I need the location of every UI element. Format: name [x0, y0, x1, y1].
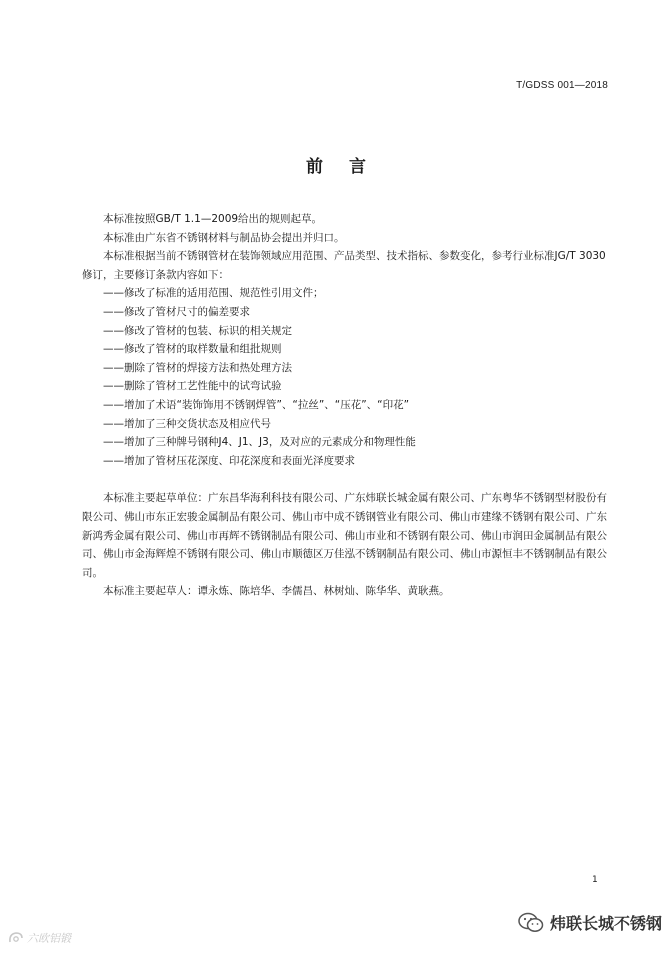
revision-item: ——增加了三种牌号钢种J4、J1、J3，及对应的元素成分和物理性能: [103, 436, 416, 449]
revision-item: ——删除了管材的焊接方法和热处理方法: [103, 361, 292, 374]
wechat-icon: [518, 912, 544, 934]
watermark-left-text: 六欧铝锻: [27, 932, 71, 945]
revision-item: ——修改了管材的取样数量和组批规则: [103, 343, 282, 356]
revision-list: [82, 284, 608, 470]
watermark-right-text: 炜联长城不锈钢: [549, 914, 662, 933]
document-body: [82, 210, 608, 601]
paragraph-drafting-rules: 本标准按照GB/T 1.1—2009给出的规则起草。: [103, 213, 323, 225]
revision-item: ——增加了管材压花深度、印花深度和表面光泽度要求: [103, 454, 355, 467]
paragraph-gap: [82, 470, 608, 489]
page-number: 1: [592, 875, 598, 885]
revision-item: ——删除了管材工艺性能中的试弯试验: [103, 380, 282, 393]
document-code: T/GDSS 001—2018: [516, 80, 608, 91]
paragraph-drafting-units: 本标准主要起草单位：广东昌华海利科技有限公司、广东炜联长城金属有限公司、广东粤华不锈钢型材股份有限公司、佛山市东正宏骏金属制品有限公司、佛山市中成不锈钢管业有限公司、佛山市建缘不锈钢有限公司、广东新鸿秀金属有限公司、佛山市再辉不锈钢制品有限公司、佛山市业和不锈钢有限公司、佛山市润田金属制品有限公司、佛山市金海辉煌不锈钢有限公司、佛山市顺德区万佳泓不锈钢制品有限公司、佛山市源恒丰不锈钢制品有限公司。: [82, 492, 607, 579]
paragraph-drafting-persons: 本标准主要起草人：谭永炼、陈培华、李儒昌、林树灿、陈华华、黄耿燕。: [103, 585, 450, 598]
revision-item: ——增加了术语“装饰饰用不锈钢焊管”、“拉丝”、“压花”、“印花”: [103, 398, 410, 411]
watermark-logo-icon: [8, 931, 24, 945]
revision-item: ——增加了三种交货状态及相应代号: [103, 417, 271, 430]
revision-item: ——修改了标准的适用范围、规范性引用文件；: [103, 287, 324, 300]
paragraph-proposer: 本标准由广东省不锈钢材料与制品协会提出并归口。: [103, 231, 345, 244]
page-title: 前言: [306, 157, 392, 177]
paragraph-revision-basis: 本标准根据当前不锈钢管材在装饰领域应用范围、产品类型、技术指标、参数变化，参考行业标准JG/T 3030修订，主要修订条款内容如下：: [82, 250, 606, 281]
watermark-right: [518, 911, 662, 934]
revision-item: ——修改了管材的包装、标识的相关规定: [103, 324, 292, 337]
watermark-left: [8, 930, 71, 946]
revision-item: ——修改了管材尺寸的偏差要求: [103, 305, 250, 318]
